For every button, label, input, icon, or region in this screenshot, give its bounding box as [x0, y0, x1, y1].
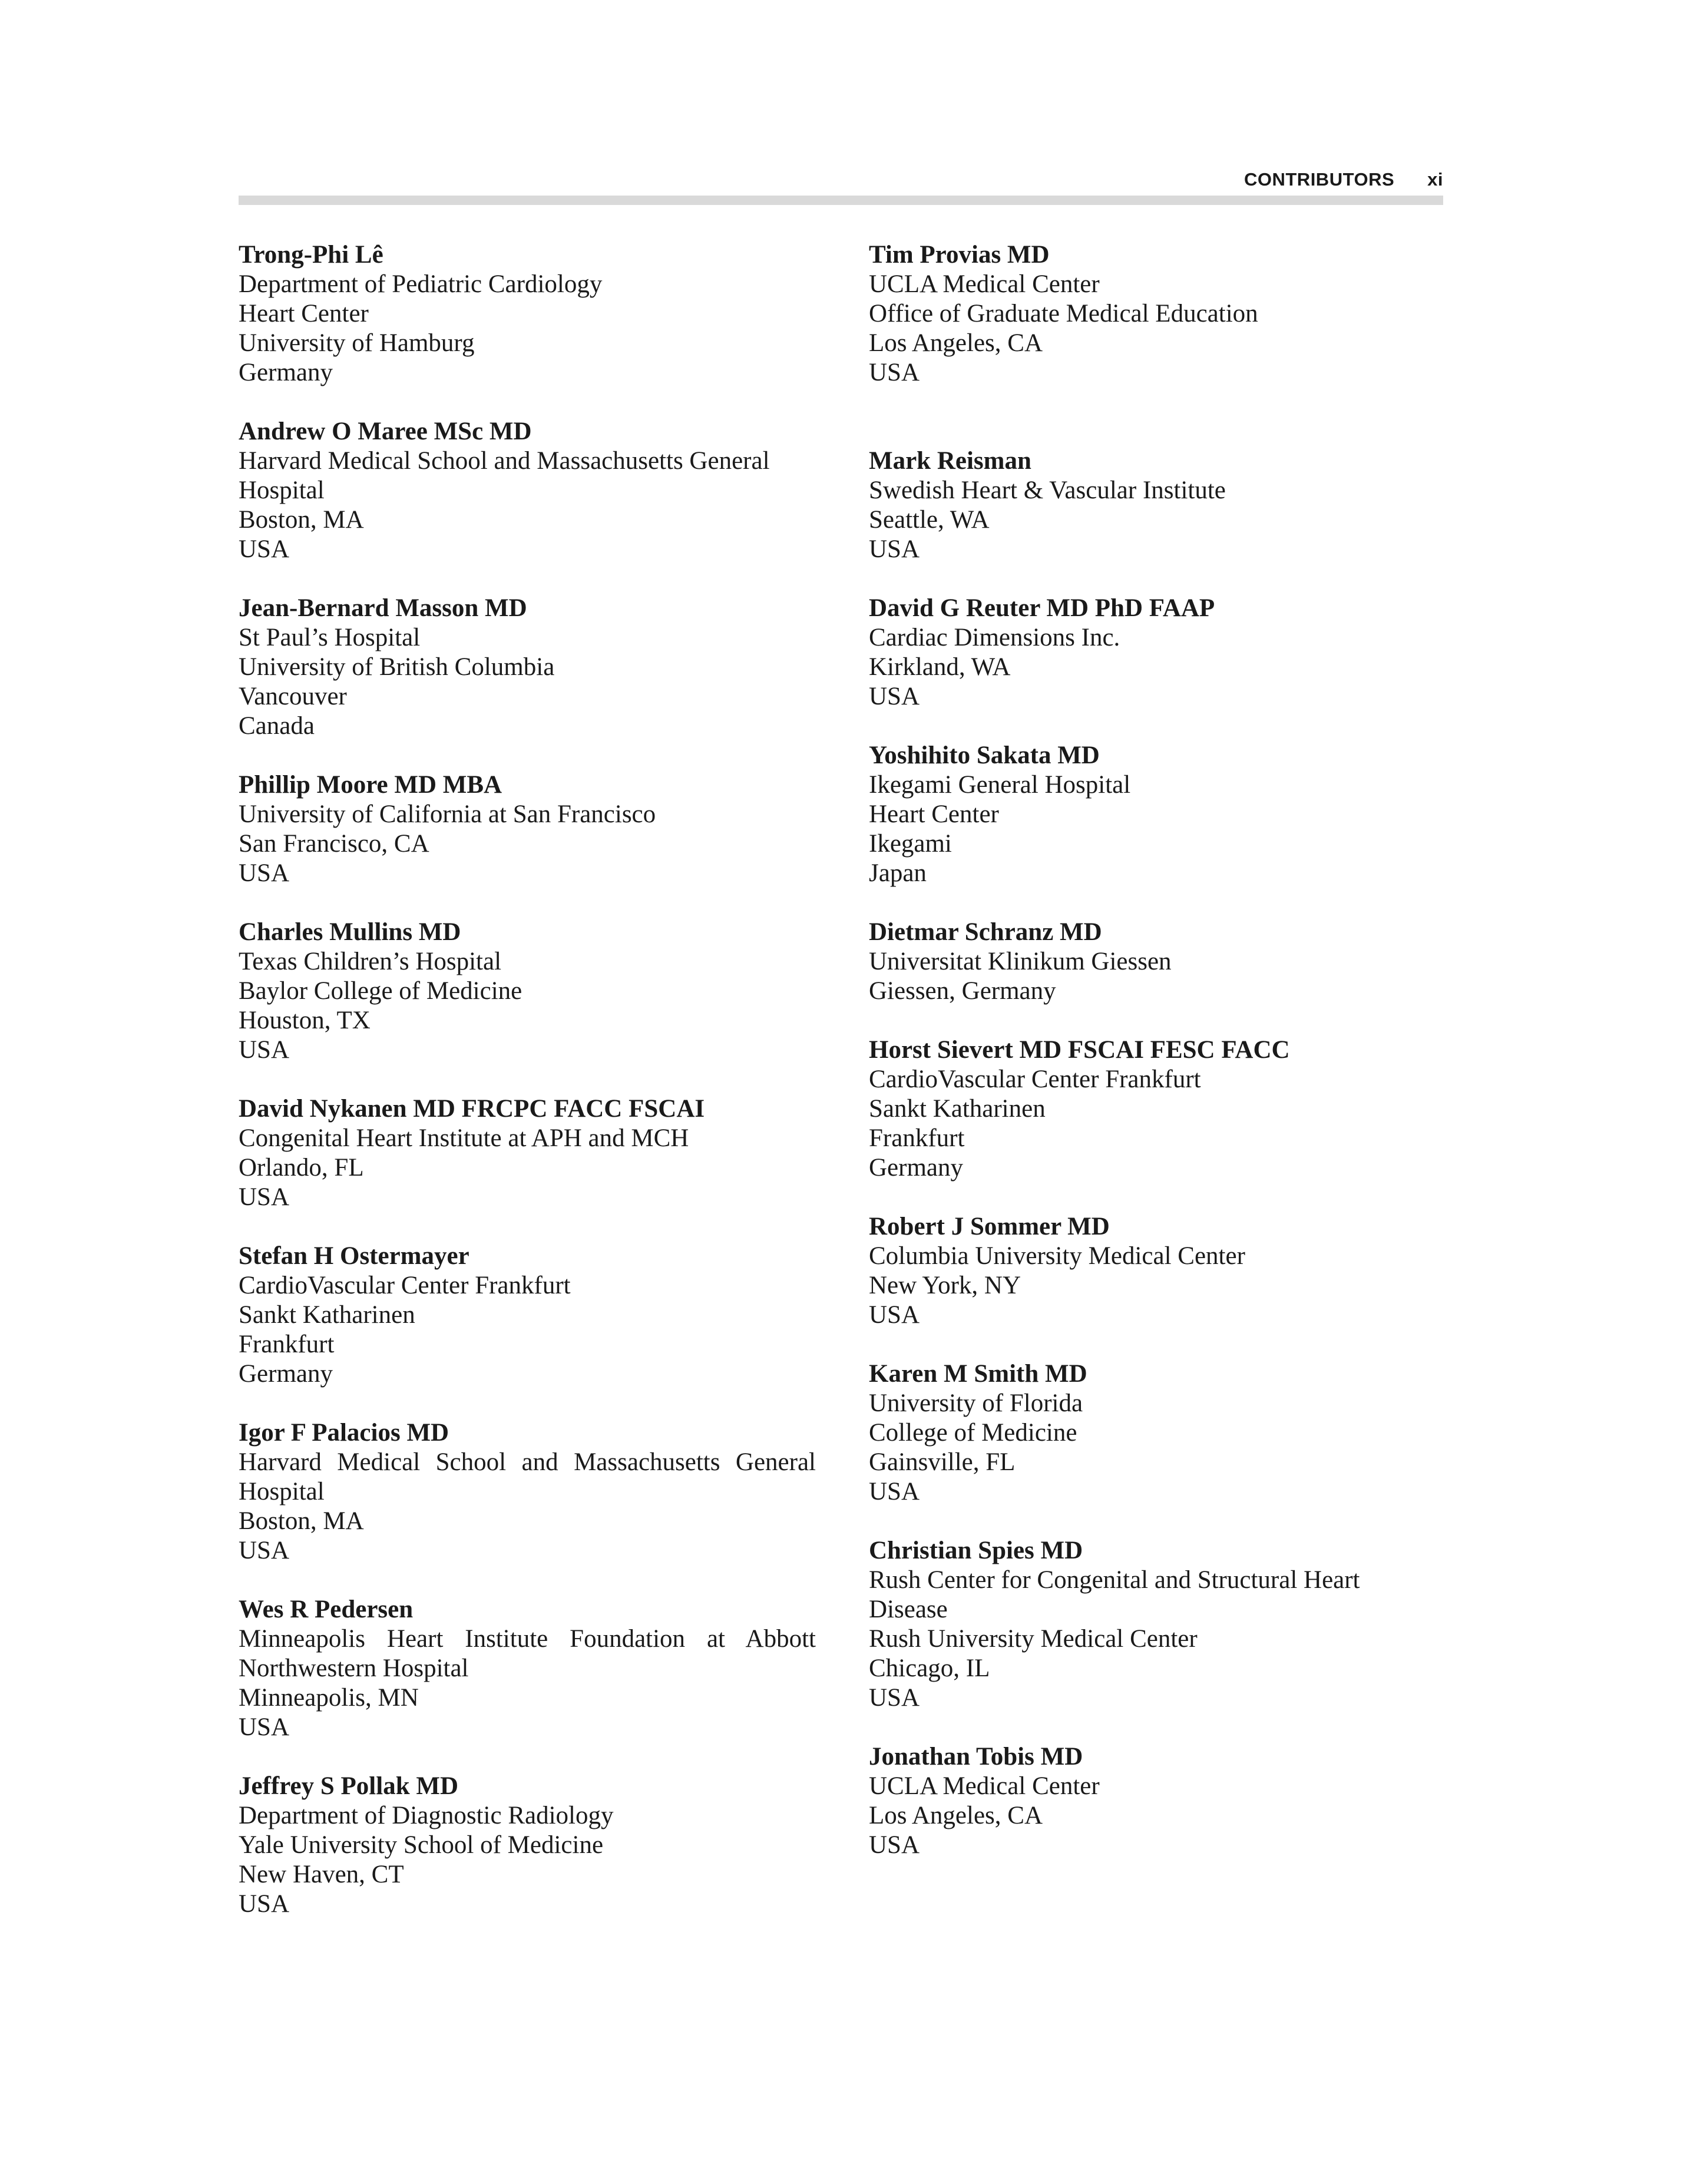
affiliation-line: Columbia University Medical Center [869, 1242, 1245, 1270]
affiliation-line: Germany [239, 359, 333, 386]
affiliation-line: Minneapolis Heart Institute Foundation at Abbott [239, 1625, 816, 1653]
contributor-entry [869, 741, 1446, 888]
affiliation-line: Boston, MA [239, 506, 364, 534]
affiliation-line: Yale University School of Medicine [239, 1831, 604, 1859]
contributor-name: Robert J Sommer MD [869, 1213, 1110, 1240]
affiliation-line: USA [869, 683, 920, 710]
affiliation-line: Baylor College of Medicine [239, 977, 522, 1005]
contributor-name: David Nykanen MD FRCPC FACC FSCAI [239, 1095, 705, 1123]
contributor-entry [869, 446, 1446, 564]
contributor-name: Jeffrey S Pollak MD [239, 1772, 458, 1800]
affiliation-line: Vancouver [239, 683, 347, 710]
contributor-entry [869, 918, 1446, 1006]
affiliation-line: USA [239, 1183, 290, 1211]
affiliation-line: Rush Center for Congenital and Structural Heart [869, 1566, 1360, 1594]
affiliation-line: Giessen, Germany [869, 977, 1056, 1005]
contributor-name: Wes R Pedersen [239, 1596, 414, 1623]
contributor-entry [239, 1595, 816, 1742]
contributor-name: Karen M Smith MD [869, 1360, 1087, 1388]
affiliation-line: Heart Center [239, 300, 369, 327]
contributor-entry [239, 1418, 816, 1566]
running-header [239, 166, 1443, 193]
affiliation-line: Swedish Heart & Vascular Institute [869, 476, 1226, 504]
contributor-entry [239, 770, 816, 888]
affiliation-line: University of Florida [869, 1389, 1083, 1417]
affiliation-line: Universitat Klinikum Giessen [869, 948, 1172, 975]
affiliation-line: Houston, TX [239, 1007, 371, 1034]
affiliation-line: College of Medicine [869, 1419, 1077, 1447]
contributor-name: Tim Provias MD [869, 241, 1050, 269]
contributor-name: Jean-Bernard Masson MD [239, 594, 527, 622]
contributor-name: Stefan H Ostermayer [239, 1242, 469, 1270]
affiliation-line: Boston, MA [239, 1507, 364, 1535]
affiliation-line: Frankfurt [239, 1331, 335, 1358]
affiliation-line: Rush University Medical Center [869, 1625, 1198, 1653]
contributor-entry [869, 1359, 1446, 1507]
contributor-entry [239, 417, 816, 564]
affiliation-line: New Haven, CT [239, 1861, 404, 1888]
contributor-name: Igor F Palacios MD [239, 1419, 449, 1447]
affiliation-line: USA [869, 1684, 920, 1712]
affiliation-line: Los Angeles, CA [869, 1802, 1043, 1829]
header-rule [239, 196, 1443, 205]
affiliation-line: Sankt Katharinen [869, 1095, 1046, 1123]
affiliation-line: Congenital Heart Institute at APH and MCH [239, 1124, 689, 1152]
affiliation-line: UCLA Medical Center [869, 1772, 1100, 1800]
affiliation-line: USA [869, 535, 920, 563]
running-title: CONTRIBUTORS [1243, 169, 1395, 190]
affiliation-line: Chicago, IL [869, 1654, 990, 1682]
affiliation-line: Canada [239, 712, 315, 740]
affiliation-line: Los Angeles, CA [869, 329, 1043, 357]
contributor-entry [869, 1212, 1446, 1330]
contributor-entry [869, 1742, 1446, 1860]
affiliation-line: USA [239, 859, 290, 887]
contributor-entry [239, 918, 816, 1065]
affiliation-line: USA [239, 1537, 290, 1564]
affiliation-line: Cardiac Dimensions Inc. [869, 624, 1120, 651]
left-column [239, 240, 816, 1919]
contributor-entry [869, 594, 1446, 712]
affiliation-line: USA [239, 1890, 290, 1918]
affiliation-line: USA [869, 1301, 920, 1329]
affiliation-line: St Paul’s Hospital [239, 624, 421, 651]
affiliation-line: USA [869, 1831, 920, 1859]
affiliation-line: New York, NY [869, 1272, 1021, 1299]
affiliation-line: Harvard Medical School and Massachusetts General [239, 1448, 816, 1476]
affiliation-line: Seattle, WA [869, 506, 990, 534]
affiliation-line: USA [239, 1036, 290, 1064]
affiliation-line: Germany [239, 1360, 333, 1388]
affiliation-line: University of California at San Francisco [239, 800, 656, 828]
right-column [869, 240, 1446, 1860]
affiliation-line: USA [869, 1478, 920, 1505]
affiliation-line: USA [869, 359, 920, 386]
affiliation-line: University of Hamburg [239, 329, 475, 357]
affiliation-line: Hospital [239, 1478, 325, 1505]
affiliation-line: USA [239, 535, 290, 563]
affiliation-line: Hospital [239, 476, 325, 504]
affiliation-line: Disease [869, 1596, 948, 1623]
affiliation-line: San Francisco, CA [239, 830, 429, 858]
contributor-name: Christian Spies MD [869, 1537, 1083, 1564]
affiliation-line: Germany [869, 1154, 963, 1182]
contributor-entry [869, 1035, 1446, 1183]
affiliation-line: Gainsville, FL [869, 1448, 1016, 1476]
contributor-entry [869, 240, 1446, 388]
affiliation-line: Ikegami [869, 830, 952, 858]
affiliation-line: Harvard Medical School and Massachusetts General [239, 447, 770, 475]
contributor-entry [869, 1536, 1446, 1713]
affiliation-line: USA [239, 1713, 290, 1741]
contributor-name: Jonathan Tobis MD [869, 1743, 1083, 1771]
affiliation-line: Northwestern Hospital [239, 1654, 469, 1682]
contributor-name: Charles Mullins MD [239, 918, 461, 946]
affiliation-line: Office of Graduate Medical Education [869, 300, 1258, 327]
contributor-name: Horst Sievert MD FSCAI FESC FACC [869, 1036, 1290, 1064]
contributor-entry [239, 1772, 816, 1919]
affiliation-line: Orlando, FL [239, 1154, 364, 1182]
page-number: xi [1427, 169, 1443, 190]
contributor-name: Yoshihito Sakata MD [869, 742, 1100, 769]
affiliation-line: University of British Columbia [239, 653, 555, 681]
affiliation-line: Sankt Katharinen [239, 1301, 415, 1329]
contributor-name: Phillip Moore MD MBA [239, 771, 502, 799]
contributor-name: Trong-Phi Lê [239, 241, 383, 269]
affiliation-line: Heart Center [869, 800, 999, 828]
contributor-name: Andrew O Maree MSc MD [239, 418, 532, 445]
affiliation-line: Ikegami General Hospital [869, 771, 1131, 799]
contributor-entry [239, 594, 816, 741]
contributor-entry [239, 1094, 816, 1212]
contributor-entry [239, 240, 816, 388]
contributor-name: Mark Reisman [869, 447, 1031, 475]
affiliation-line: UCLA Medical Center [869, 270, 1100, 298]
contributor-name: David G Reuter MD PhD FAAP [869, 594, 1215, 622]
contributor-name: Dietmar Schranz MD [869, 918, 1102, 946]
contributor-entry [239, 1242, 816, 1389]
affiliation-line: CardioVascular Center Frankfurt [869, 1065, 1201, 1093]
affiliation-line: Kirkland, WA [869, 653, 1011, 681]
affiliation-line: Department of Diagnostic Radiology [239, 1802, 614, 1829]
affiliation-line: Japan [869, 859, 927, 887]
affiliation-line: Frankfurt [869, 1124, 965, 1152]
affiliation-line: Texas Children’s Hospital [239, 948, 502, 975]
affiliation-line: Minneapolis, MN [239, 1684, 419, 1712]
affiliation-line: CardioVascular Center Frankfurt [239, 1272, 571, 1299]
affiliation-line: Department of Pediatric Cardiology [239, 270, 603, 298]
